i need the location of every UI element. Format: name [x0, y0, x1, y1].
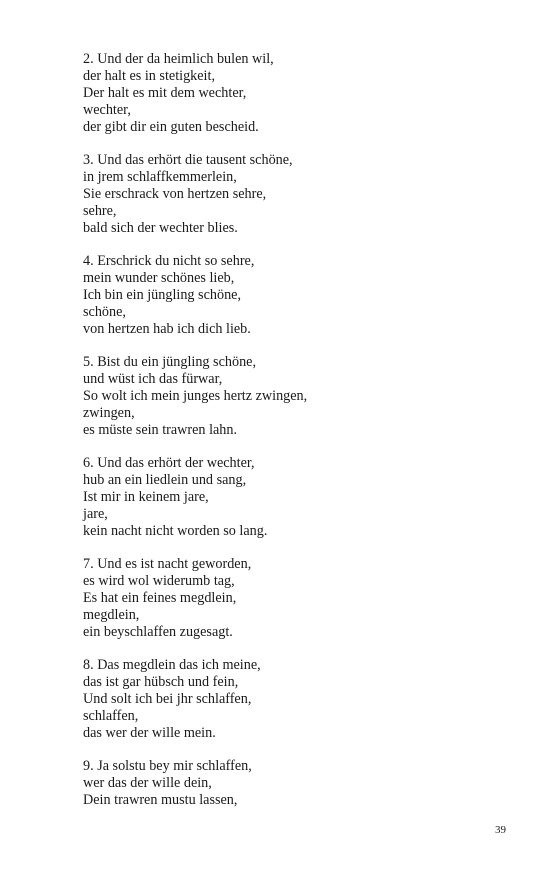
poem-line: wer das der wille dein,: [83, 775, 212, 791]
poem-line: es wird wol widerumb tag,: [83, 573, 235, 589]
poem-line: es müste sein trawren lahn.: [83, 422, 238, 438]
poem-line: sehre,: [83, 203, 117, 219]
poem-line: bald sich der wechter blies.: [83, 220, 238, 236]
poem-line: in jrem schlaffkemmerlein,: [83, 169, 237, 185]
poem-line: Dein trawren mustu lassen,: [83, 792, 238, 808]
stanza: [83, 657, 483, 742]
poem-line: 9. Ja solstu bey mir schlaffen,: [83, 758, 252, 774]
poem-line: mein wunder schönes lieb,: [83, 270, 235, 286]
poem-line: Es hat ein feines megdlein,: [83, 590, 237, 606]
stanza: [83, 152, 483, 237]
poem-text: [83, 51, 483, 825]
poem-line: Ich bin ein jüngling schöne,: [83, 287, 242, 303]
poem-line: hub an ein liedlein und sang,: [83, 472, 247, 488]
poem-line: schöne,: [83, 304, 126, 320]
poem-line: der gibt dir ein guten bescheid.: [83, 119, 259, 135]
poem-line: 7. Und es ist nacht geworden,: [83, 556, 252, 572]
poem-line: und wüst ich das fürwar,: [83, 371, 223, 387]
poem-line: jare,: [83, 506, 108, 522]
stanza: [83, 758, 483, 809]
poem-line: Sie erschrack von hertzen sehre,: [83, 186, 267, 202]
poem-line: 2. Und der da heimlich bulen wil,: [83, 51, 274, 67]
poem-line: Ist mir in keinem jare,: [83, 489, 209, 505]
poem-line: zwingen,: [83, 405, 135, 421]
poem-line: das ist gar hübsch und fein,: [83, 674, 239, 690]
poem-line: ein beyschlaffen zugesagt.: [83, 624, 233, 640]
poem-line: 6. Und das erhört der wechter,: [83, 455, 255, 471]
poem-line: der halt es in stetigkeit,: [83, 68, 215, 84]
poem-line: Und solt ich bei jhr schlaffen,: [83, 691, 252, 707]
poem-line: So wolt ich mein junges hertz zwingen,: [83, 388, 308, 404]
poem-line: wechter,: [83, 102, 131, 118]
poem-line: kein nacht nicht worden so lang.: [83, 523, 268, 539]
stanza: [83, 354, 483, 439]
stanza: [83, 253, 483, 338]
poem-line: von hertzen hab ich dich lieb.: [83, 321, 251, 337]
stanza: [83, 51, 483, 136]
page-number: 39: [495, 824, 506, 836]
poem-line: 8. Das megdlein das ich meine,: [83, 657, 261, 673]
poem-line: das wer der wille mein.: [83, 725, 216, 741]
poem-line: schlaffen,: [83, 708, 139, 724]
poem-line: 4. Erschrick du nicht so sehre,: [83, 253, 255, 269]
stanza: [83, 556, 483, 641]
poem-line: 5. Bist du ein jüngling schöne,: [83, 354, 257, 370]
poem-line: 3. Und das erhört die tausent schöne,: [83, 152, 293, 168]
poem-line: Der halt es mit dem wechter,: [83, 85, 247, 101]
poem-line: megdlein,: [83, 607, 140, 623]
stanza: [83, 455, 483, 540]
